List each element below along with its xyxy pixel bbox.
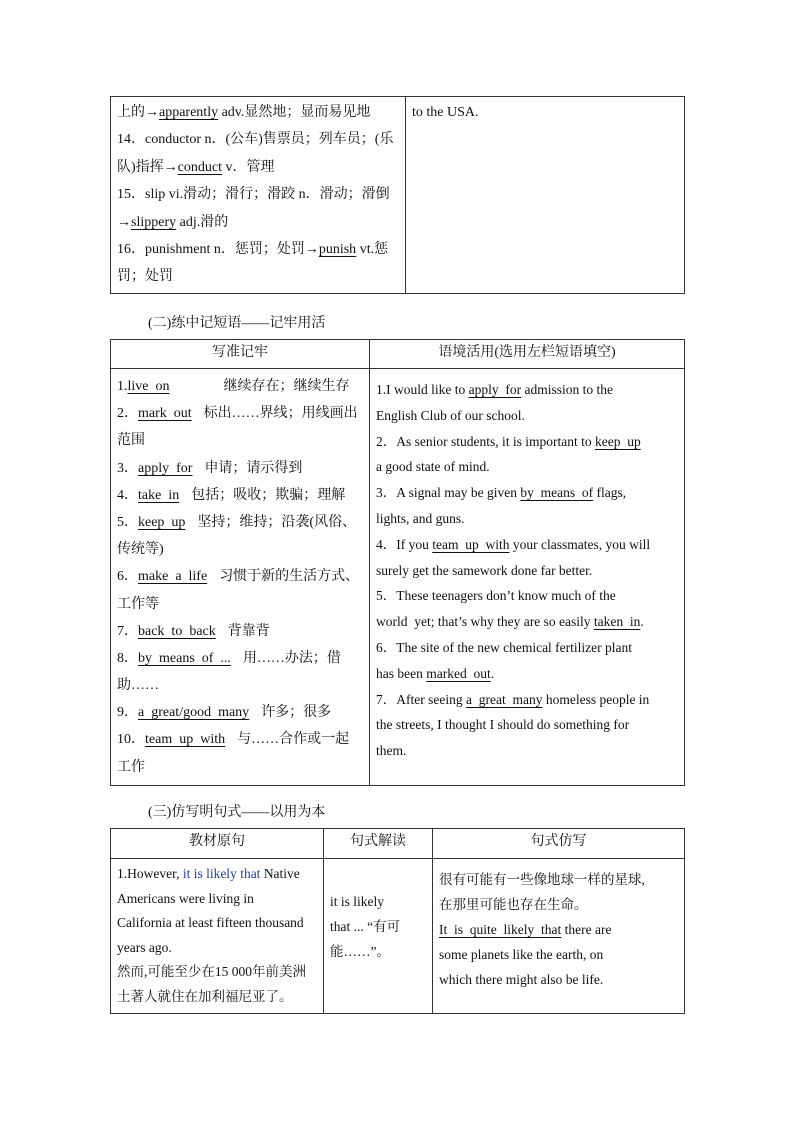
phrases-left-lines xyxy=(117,373,363,781)
phrase-meaning: 与……合作或一起 xyxy=(237,732,350,748)
text-segment: 4．If you xyxy=(376,536,433,552)
text-segment: 很有可能有一些像地球一样的星球, xyxy=(439,872,645,887)
phrases-table xyxy=(110,339,685,786)
context-line xyxy=(376,558,678,584)
phrase-number: 3． xyxy=(117,460,138,476)
phrase-answer: live on xyxy=(127,379,170,394)
phrase-number: 8． xyxy=(117,650,138,666)
phrase-line xyxy=(117,373,363,400)
vocab-left-lines xyxy=(117,99,399,291)
vocab-right-text: to the USA. xyxy=(412,105,479,120)
explanation-line: that ... “有可 xyxy=(330,919,401,934)
phrases-right-lines xyxy=(376,377,678,764)
context-line xyxy=(376,712,678,738)
context-line xyxy=(376,532,678,558)
text-segment: years ago. xyxy=(117,939,172,955)
phrases-right-cell xyxy=(370,369,685,786)
text-segment: Americans were living in xyxy=(117,890,254,906)
phrase-answer: team up with xyxy=(145,732,226,748)
text-segment: surely get the samework done far better. xyxy=(376,562,593,578)
vocab-line xyxy=(117,126,399,153)
answer-blank: conduct xyxy=(177,159,222,175)
vocab-line xyxy=(117,181,399,208)
text-segment: admission to the xyxy=(521,382,613,397)
phrase-line xyxy=(117,455,363,482)
phrase-number: 1. xyxy=(117,379,128,394)
answer-blank: apply for xyxy=(468,382,522,397)
phrase-answer: a great/good many xyxy=(138,705,250,721)
text-segment: adv.显然地；显而易见地 xyxy=(218,105,371,120)
vocab-line xyxy=(117,263,399,290)
context-line xyxy=(376,480,678,506)
phrases-left-cell xyxy=(111,369,370,786)
phrase-meaning: 背靠背 xyxy=(227,623,270,639)
text-segment: 1.However, xyxy=(117,866,183,881)
phrase-answer: keep up xyxy=(138,514,186,530)
context-line xyxy=(376,506,678,532)
answer-blank: slippery xyxy=(131,214,177,230)
original-line xyxy=(117,936,317,961)
context-line xyxy=(376,738,678,764)
phrase-line xyxy=(117,726,363,753)
imitation-line xyxy=(439,942,678,967)
text-segment: 1.I would like to xyxy=(376,382,469,397)
answer-blank: a great many xyxy=(465,691,543,707)
sentence-table xyxy=(110,828,685,1014)
original-cell xyxy=(111,859,324,1014)
context-line xyxy=(376,429,678,455)
text-segment: 队)指挥→ xyxy=(117,159,178,175)
text-segment: 2．As senior students, it is important to xyxy=(376,433,595,449)
phrase-line xyxy=(117,754,363,781)
phrase-meaning: 习惯于新的生活方式、 xyxy=(219,569,360,585)
answer-blank: team up with xyxy=(432,536,510,552)
phrase-line xyxy=(117,400,363,427)
original-line xyxy=(117,985,317,1010)
text-segment: 14．conductor n．(公车)售票员；列车员；(乐 xyxy=(117,132,394,148)
text-segment: 然而,可能至少在15 000年前美洲 xyxy=(117,964,306,980)
phrase-number: 6． xyxy=(117,569,138,585)
phrase-number: 2． xyxy=(117,406,138,422)
text-segment: some planets like the earth, on xyxy=(439,947,604,962)
vocab-line xyxy=(117,209,399,236)
context-line xyxy=(376,687,678,713)
phrase-meaning: 工作 xyxy=(117,759,145,775)
text-segment: → xyxy=(117,214,131,230)
section3-heading: (三)仿写明句式——以用为本 xyxy=(148,805,326,820)
section2-heading: (二)练中记短语——记牢用活 xyxy=(148,316,326,331)
phrase-meaning: 包括；吸收；欺骗；理解 xyxy=(191,487,346,503)
phrase-meaning: 范围 xyxy=(117,433,145,449)
original-line xyxy=(117,862,317,887)
text-segment: 土著人就住在加利福尼亚了。 xyxy=(117,988,293,1004)
answer-blank: marked out xyxy=(426,665,491,681)
answer-blank: keep up xyxy=(595,433,641,449)
text-segment: homeless people in xyxy=(542,691,650,707)
imitation-line xyxy=(439,967,678,992)
context-line xyxy=(376,609,678,635)
text-segment: v．管理 xyxy=(222,159,275,175)
context-line xyxy=(376,661,678,687)
phrase-meaning: 用……办法；借 xyxy=(242,650,341,666)
answer-blank: It is quite likely that xyxy=(439,922,562,937)
text-segment: 7．After seeing xyxy=(376,691,466,707)
context-line xyxy=(376,377,678,403)
vocab-line xyxy=(117,99,399,126)
answer-blank: punish xyxy=(318,241,357,257)
sentence-col1-header: 教材原句 xyxy=(111,829,324,859)
original-line xyxy=(117,960,317,985)
phrase-answer: back to back xyxy=(138,623,216,639)
phrase-number: 5． xyxy=(117,514,138,530)
sentence-col3-header: 句式仿写 xyxy=(433,829,685,859)
phrase-line xyxy=(117,672,363,699)
text-segment: 6．The site of the new chemical fertilizer plant xyxy=(376,639,633,655)
text-segment: Native xyxy=(260,866,300,881)
text-segment: the streets, I thought I should do something for xyxy=(376,717,630,733)
text-segment: 上的→ xyxy=(117,105,159,120)
vocab-table xyxy=(110,96,685,294)
text-segment: them. xyxy=(376,743,407,759)
sentence-col2-header: 句式解读 xyxy=(324,829,433,859)
text-segment: which there might also be life. xyxy=(439,972,604,987)
phrase-meaning: 继续存在；继续生存 xyxy=(223,379,350,394)
imitation-line xyxy=(439,892,678,917)
imitation-line xyxy=(439,867,678,892)
highlighted-pattern: it is likely that xyxy=(182,866,261,881)
text-segment: there are xyxy=(561,922,612,937)
text-segment: 16．punishment n．惩罚；处罚→ xyxy=(117,241,319,257)
phrase-answer: make a life xyxy=(138,569,208,585)
phrase-meaning: 传统等) xyxy=(117,542,164,558)
imitation-sentence xyxy=(439,867,678,992)
phrase-meaning: 坚持；维持；沿袭(风俗、 xyxy=(197,514,357,530)
text-segment: 罚；处罚 xyxy=(117,269,173,285)
vocab-line xyxy=(117,154,399,181)
phrase-line xyxy=(117,482,363,509)
explanation-line: 能……”。 xyxy=(330,944,390,959)
text-segment: 3．A signal may be given xyxy=(376,485,521,501)
vocab-line xyxy=(117,236,399,263)
phrase-line xyxy=(117,645,363,672)
phrases-col1-header: 写准记牢 xyxy=(111,340,370,369)
text-segment: . xyxy=(490,665,495,681)
original-line xyxy=(117,911,317,936)
text-segment: English Club of our school. xyxy=(376,407,525,423)
context-line xyxy=(376,403,678,429)
explain-cell xyxy=(324,859,433,1014)
text-segment: a good state of mind. xyxy=(376,459,490,475)
text-segment: your classmates, you will xyxy=(509,536,651,552)
phrase-number: 4． xyxy=(117,487,138,503)
text-segment: vt.惩 xyxy=(356,241,389,257)
phrase-answer: by means of ... xyxy=(138,650,231,666)
original-sentence xyxy=(117,862,317,1010)
answer-blank: apparently xyxy=(159,105,219,120)
phrase-line xyxy=(117,699,363,726)
vocab-right-cell xyxy=(406,97,685,294)
context-line xyxy=(376,454,678,480)
text-segment: adj.滑的 xyxy=(176,214,229,230)
phrase-number: 7． xyxy=(117,623,138,639)
phrase-meaning: 助…… xyxy=(117,678,159,694)
phrase-answer: mark out xyxy=(138,406,192,422)
phrases-col2-header: 语境活用(选用左栏短语填空) xyxy=(370,340,685,369)
text-segment: flags, xyxy=(593,485,627,501)
text-segment: California at least fifteen thousand xyxy=(117,915,304,931)
text-segment: world yet; that’s why they are so easily xyxy=(376,614,594,630)
phrase-meaning: 标出……界线；用线画出 xyxy=(203,406,358,422)
phrase-line xyxy=(117,509,363,536)
answer-blank: by means of xyxy=(520,485,594,501)
phrase-answer: apply for xyxy=(138,460,193,476)
phrase-line xyxy=(117,591,363,618)
phrase-number: 9． xyxy=(117,705,138,721)
text-segment: 在那里可能也存在生命。 xyxy=(439,897,588,912)
explanation-line: it is likely xyxy=(330,894,384,909)
text-segment: . xyxy=(640,614,644,630)
phrase-line xyxy=(117,563,363,590)
text-segment: 15．slip vi.滑动；滑行；滑跤 n．滑动；滑倒 xyxy=(117,187,390,203)
imitate-cell xyxy=(433,859,685,1014)
phrase-answer: take in xyxy=(138,487,180,503)
text-segment: lights, and guns. xyxy=(376,510,465,526)
phrase-line xyxy=(117,618,363,645)
phrase-line xyxy=(117,427,363,454)
pattern-explanation xyxy=(330,889,426,964)
context-line xyxy=(376,583,678,609)
text-segment: has been xyxy=(376,665,427,681)
phrase-number: 10． xyxy=(117,732,145,748)
answer-blank: taken in xyxy=(593,614,641,630)
phrase-meaning: 工作等 xyxy=(117,596,159,612)
imitation-line xyxy=(439,917,678,942)
phrase-line xyxy=(117,536,363,563)
phrase-meaning: 申请；请示得到 xyxy=(204,460,303,476)
text-segment: 5．These teenagers don’t know much of the xyxy=(376,588,616,604)
vocab-left-cell xyxy=(111,97,406,294)
context-line xyxy=(376,635,678,661)
original-line xyxy=(117,887,317,912)
phrase-meaning: 许多；很多 xyxy=(261,705,332,721)
